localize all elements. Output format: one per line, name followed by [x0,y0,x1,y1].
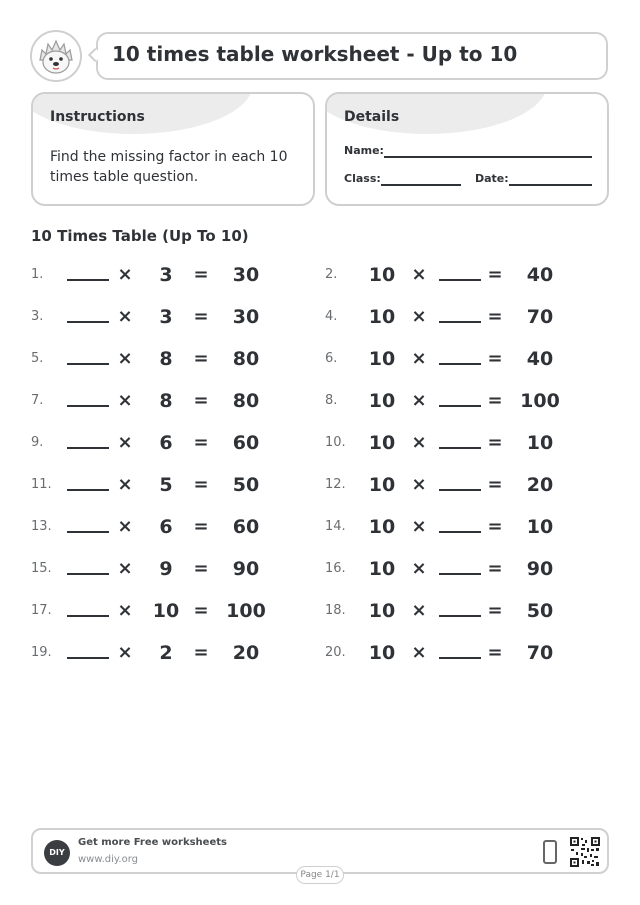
equals-sign: = [193,642,209,663]
equals-sign: = [487,306,503,327]
product: 90 [526,558,554,580]
page-indicator: Page 1/1 [296,866,344,884]
factor-a: 10 [368,600,396,622]
times-sign: × [411,264,427,285]
name-label: Name: [344,144,384,157]
answer-blank[interactable] [67,531,109,533]
instructions-text: Find the missing factor in each 10 times table question. [50,149,288,185]
product: 80 [232,348,260,370]
footer-promo-text: Get more Free worksheets [78,837,227,848]
answer-blank[interactable] [439,489,481,491]
equals-sign: = [193,306,209,327]
answer-blank[interactable] [439,447,481,449]
problem-row [325,513,595,541]
product: 30 [232,306,260,328]
times-sign: × [411,390,427,411]
problem-row [31,261,301,289]
product: 30 [232,264,260,286]
problem-row [31,471,301,499]
equals-sign: = [193,264,209,285]
equals-sign: = [193,432,209,453]
factor-a: 10 [368,642,396,664]
times-sign: × [411,600,427,621]
answer-blank[interactable] [67,615,109,617]
times-sign: × [117,474,133,495]
details-panel [325,92,609,206]
instructions-heading: Instructions [50,109,145,125]
problem-number: 6. [325,351,338,366]
factor-b: 5 [159,474,173,496]
answer-blank[interactable] [439,405,481,407]
factor-a: 10 [368,306,396,328]
product: 70 [526,642,554,664]
details-heading: Details [344,109,400,125]
problem-row [325,303,595,331]
answer-blank[interactable] [67,321,109,323]
problem-row [325,345,595,373]
factor-b: 2 [159,642,173,664]
problem-number: 2. [325,267,338,282]
factor-a: 10 [368,348,396,370]
problem-row [31,303,301,331]
problem-number: 18. [325,603,346,618]
times-sign: × [117,264,133,285]
problem-number: 7. [31,393,44,408]
answer-blank[interactable] [439,657,481,659]
problem-row [31,597,301,625]
instructions-panel [31,92,315,206]
times-sign: × [117,306,133,327]
qr-code-icon [569,836,601,868]
equals-sign: = [487,516,503,537]
diy-logo-icon: DIY [44,840,70,866]
date-field[interactable] [509,184,592,186]
answer-blank[interactable] [67,279,109,281]
factor-a: 10 [368,474,396,496]
product: 40 [526,348,554,370]
problem-row [325,387,595,415]
problem-row [325,597,595,625]
mascot-icon [30,30,82,82]
problem-number: 20. [325,645,346,660]
problem-row [31,555,301,583]
answer-blank[interactable] [67,405,109,407]
times-sign: × [117,642,133,663]
answer-blank[interactable] [67,657,109,659]
problem-number: 10. [325,435,346,450]
factor-a: 10 [368,516,396,538]
times-sign: × [117,390,133,411]
factor-a: 10 [368,264,396,286]
product: 90 [232,558,260,580]
equals-sign: = [193,600,209,621]
answer-blank[interactable] [67,489,109,491]
answer-blank[interactable] [439,573,481,575]
problem-row [31,345,301,373]
problem-number: 13. [31,519,52,534]
problem-number: 1. [31,267,44,282]
factor-b: 6 [159,516,173,538]
factor-a: 10 [368,432,396,454]
times-sign: × [411,642,427,663]
problem-number: 5. [31,351,44,366]
problem-number: 19. [31,645,52,660]
product: 10 [526,432,554,454]
equals-sign: = [193,348,209,369]
answer-blank[interactable] [439,615,481,617]
product: 80 [232,390,260,412]
problem-row [31,429,301,457]
problem-row [325,639,595,667]
equals-sign: = [487,474,503,495]
answer-blank[interactable] [67,363,109,365]
equals-sign: = [487,558,503,579]
section-heading: 10 Times Table (Up To 10) [31,227,249,245]
product: 100 [520,390,560,412]
equals-sign: = [193,390,209,411]
product: 10 [526,516,554,538]
times-sign: × [411,432,427,453]
problem-number: 15. [31,561,52,576]
factor-b: 9 [159,558,173,580]
equals-sign: = [487,348,503,369]
problem-number: 11. [31,477,52,492]
footer-link[interactable]: www.diy.org [78,854,138,865]
times-sign: × [117,600,133,621]
product: 70 [526,306,554,328]
problem-number: 16. [325,561,346,576]
equals-sign: = [487,264,503,285]
factor-b: 3 [159,264,173,286]
times-sign: × [117,558,133,579]
equals-sign: = [193,516,209,537]
times-sign: × [411,558,427,579]
problem-row [31,639,301,667]
problem-number: 8. [325,393,338,408]
times-sign: × [411,306,427,327]
problem-row [325,429,595,457]
product: 20 [232,642,260,664]
factor-a: 10 [368,390,396,412]
times-sign: × [411,516,427,537]
product: 100 [226,600,266,622]
problem-number: 3. [31,309,44,324]
problem-number: 14. [325,519,346,534]
times-sign: × [117,516,133,537]
problem-row [325,261,595,289]
factor-b: 6 [159,432,173,454]
times-sign: × [117,432,133,453]
product: 50 [232,474,260,496]
factor-b: 8 [159,390,173,412]
page-title: 10 times table worksheet - Up to 10 [112,42,518,66]
problem-number: 4. [325,309,338,324]
equals-sign: = [487,600,503,621]
times-sign: × [117,348,133,369]
equals-sign: = [193,558,209,579]
answer-blank[interactable] [439,321,481,323]
problem-row [31,513,301,541]
factor-b: 10 [152,600,180,622]
product: 50 [526,600,554,622]
product: 40 [526,264,554,286]
phone-icon [543,840,557,864]
product: 60 [232,516,260,538]
problem-number: 12. [325,477,346,492]
problem-row [325,555,595,583]
equals-sign: = [487,642,503,663]
answer-blank[interactable] [439,531,481,533]
equals-sign: = [487,432,503,453]
problem-number: 17. [31,603,52,618]
equals-sign: = [193,474,209,495]
name-field[interactable] [384,156,592,158]
class-label: Class: [344,172,381,185]
factor-b: 3 [159,306,173,328]
product: 60 [232,432,260,454]
factor-a: 10 [368,558,396,580]
factor-b: 8 [159,348,173,370]
answer-blank[interactable] [439,279,481,281]
answer-blank[interactable] [67,573,109,575]
product: 20 [526,474,554,496]
answer-blank[interactable] [439,363,481,365]
times-sign: × [411,348,427,369]
class-field[interactable] [381,184,461,186]
answer-blank[interactable] [67,447,109,449]
problem-row [31,387,301,415]
problem-number: 9. [31,435,44,450]
equals-sign: = [487,390,503,411]
times-sign: × [411,474,427,495]
problem-row [325,471,595,499]
date-label: Date: [475,172,509,185]
